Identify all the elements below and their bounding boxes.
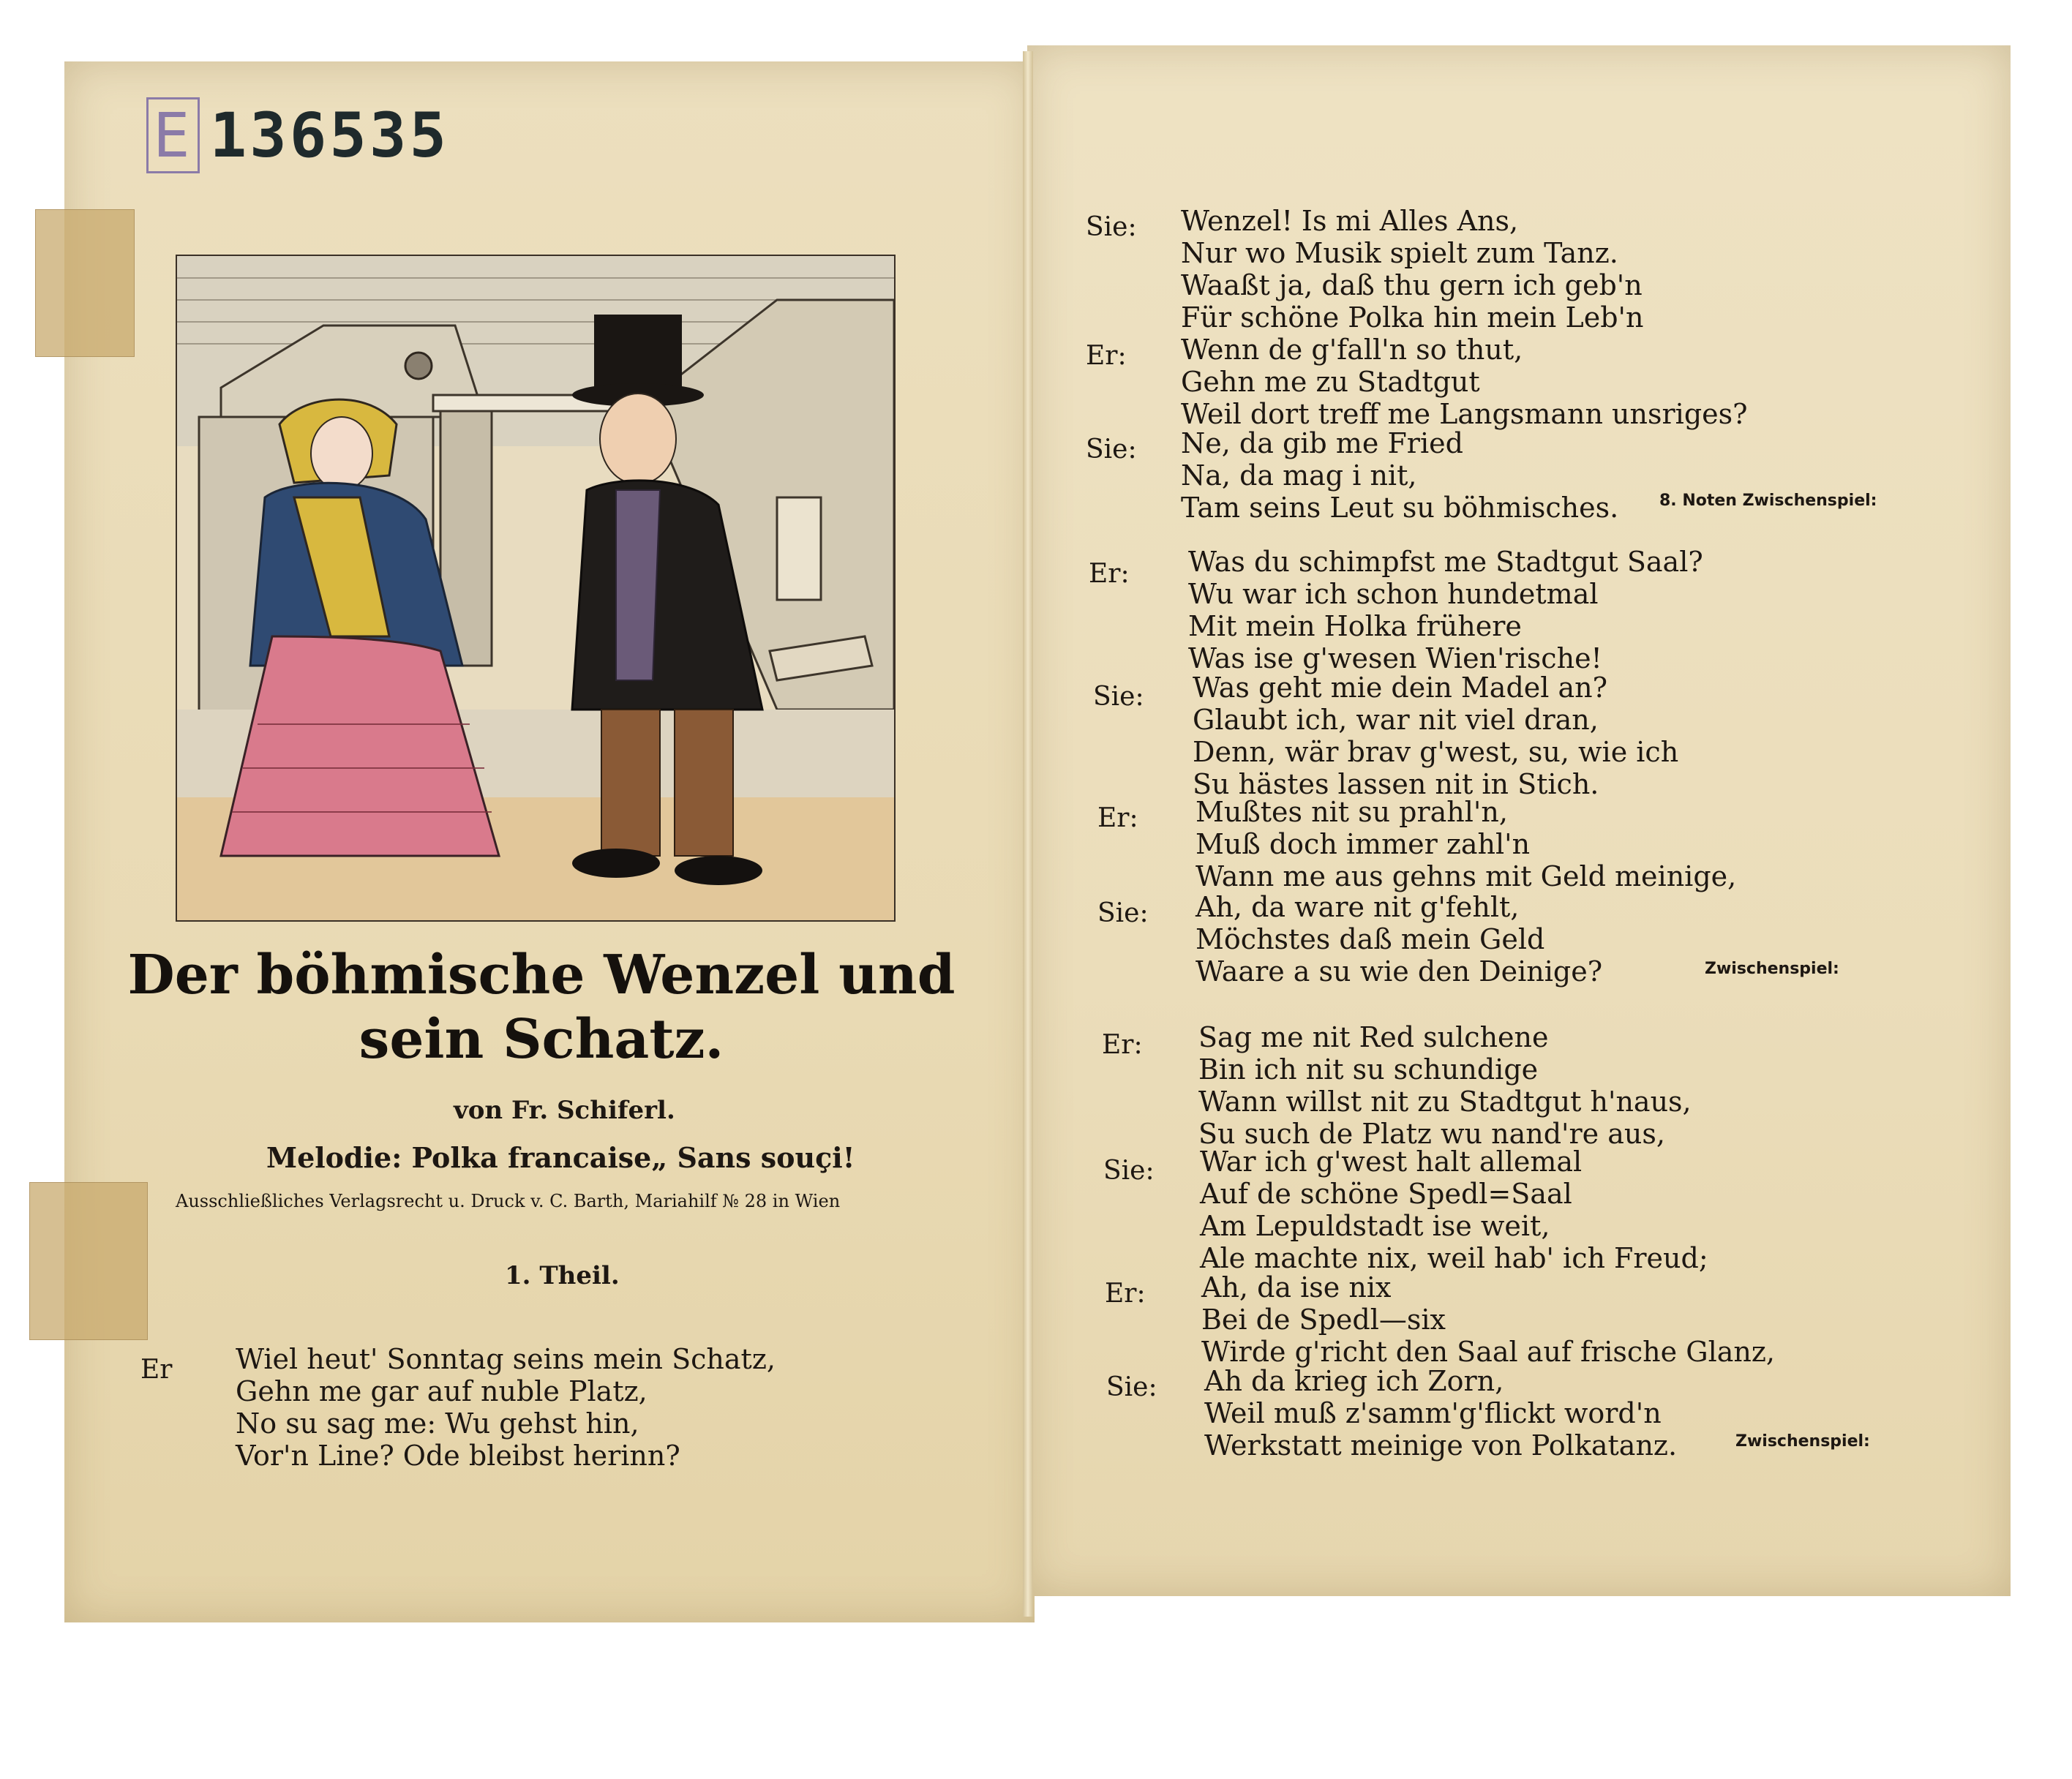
speaker-label: Sie: [1106, 1372, 1157, 1402]
verse-line: Ale machte nix, weil hab' ich Freud; [1200, 1242, 1708, 1274]
speaker-label: Sie: [1086, 435, 1137, 465]
verse-line: Was geht mie dein Madel an? [1193, 672, 1608, 704]
stamp-number: 136535 [209, 99, 450, 171]
illustration [176, 255, 896, 922]
part-heading: 1. Theil. [505, 1261, 620, 1290]
stanza-5 [1193, 672, 1678, 800]
catalog-stamp [146, 99, 449, 171]
tape-strip-top [35, 209, 135, 357]
stanza-4 [1188, 546, 1703, 674]
speaker-label: Sie: [1097, 898, 1149, 928]
verse-line: Vor'n Line? Ode bleibst herinn? [236, 1440, 680, 1472]
verse-line: Muß doch immer zahl'n [1195, 828, 1531, 860]
verse-line: Ah, da ware nit g'fehlt, [1195, 891, 1520, 923]
verse-line: War ich g'west halt allemal [1200, 1146, 1583, 1178]
speaker-label: Er [140, 1355, 173, 1385]
verse-line: Am Lepuldstadt ise weit, [1200, 1210, 1550, 1242]
verse-line: Wann willst nit zu Stadtgut h'naus, [1198, 1086, 1692, 1118]
stanza-7 [1195, 891, 1602, 988]
verse-line: Tam seins Leut su böhmisches. [1181, 492, 1619, 524]
interlude-note: Zwischenspiel: [1705, 960, 1839, 978]
verse-line: Denn, wär brav g'west, su, wie ich [1193, 736, 1679, 768]
verse-line: Möchstes daß mein Geld [1195, 923, 1545, 955]
song-title-line1: Der böhmische Wenzel und [127, 944, 956, 1007]
verse-line: Wirde g'richt den Saal auf frische Glanz, [1201, 1336, 1775, 1368]
speaker-label: Sie: [1086, 212, 1137, 242]
speaker-label: Er: [1097, 803, 1138, 833]
speaker-label: Er: [1089, 559, 1130, 589]
verse-line: Glaubt ich, war nit viel dran, [1193, 704, 1599, 736]
verse-line: Wann me aus gehns mit Geld meinige, [1195, 860, 1737, 892]
verse-line: Was ise g'wesen Wien'rische! [1188, 642, 1602, 674]
melody-line: Melodie: Polka francaise„ Sans souçi! [266, 1141, 855, 1174]
stamp-letter: E [146, 97, 200, 173]
verse-line: Ne, da gib me Fried [1181, 427, 1463, 459]
verse-line: Na, da mag i nit, [1181, 459, 1417, 492]
stanza-2 [1181, 334, 1748, 430]
stanza-11 [1204, 1365, 1677, 1462]
verse-line: Waaßt ja, daß thu gern ich geb'n [1181, 269, 1643, 301]
stanza-10 [1201, 1271, 1775, 1368]
verse-line: Wiel heut' Sonntag seins mein Schatz, [236, 1343, 776, 1375]
verse-line: Nur wo Musik spielt zum Tanz. [1181, 237, 1618, 269]
verse-line: Gehn me gar auf nuble Platz, [236, 1375, 648, 1407]
verse-line: Wu war ich schon hundetmal [1188, 578, 1599, 610]
book-spine [1023, 51, 1033, 1617]
speaker-label: Er: [1105, 1279, 1146, 1309]
verse-line: Bei de Spedl—six [1201, 1304, 1446, 1336]
stanza-left [236, 1343, 776, 1472]
verse-line: Wenn de g'fall'n so thut, [1181, 334, 1523, 366]
verse-line: Was du schimpfst me Stadtgut Saal? [1188, 546, 1703, 578]
verse-line: Sag me nit Red sulchene [1198, 1021, 1549, 1053]
verse-line: Weil dort treff me Langsmann unsriges? [1181, 398, 1748, 430]
speaker-label: Sie: [1093, 682, 1144, 712]
publisher-line: Ausschließliches Verlagsrecht u. Druck v. C. Barth, Mariahilf № 28 in Wien [176, 1191, 841, 1211]
verse-line: Su such de Platz wu nand're aus, [1198, 1118, 1665, 1150]
author-line: von Fr. Schiferl. [454, 1096, 675, 1125]
song-title-line2: sein Schatz. [359, 1008, 724, 1071]
verse-line: Für schöne Polka hin mein Leb'n [1181, 301, 1644, 334]
interlude-note: Zwischenspiel: [1735, 1432, 1870, 1451]
interlude-note: 8. Noten Zwischenspiel: [1659, 492, 1877, 510]
tape-strip-bottom [29, 1182, 148, 1340]
verse-line: Wenzel! Is mi Alles Ans, [1181, 205, 1519, 237]
verse-line: Ah, da ise nix [1201, 1271, 1392, 1304]
verse-line: Waare a su wie den Deinige? [1195, 955, 1603, 988]
verse-line: Bin ich nit su schundige [1198, 1053, 1539, 1086]
verse-line: Gehn me zu Stadtgut [1181, 366, 1480, 398]
verse-line: Ah da krieg ich Zorn, [1204, 1365, 1504, 1397]
stanza-8 [1198, 1021, 1692, 1150]
verse-line: Mußtes nit su prahl'n, [1195, 796, 1508, 828]
verse-line: No su sag me: Wu gehst hin, [236, 1407, 639, 1440]
stanza-6 [1195, 796, 1736, 892]
speaker-label: Er: [1102, 1030, 1143, 1060]
verse-line: Weil muß z'samm'g'flickt word'n [1204, 1397, 1662, 1429]
verse-line: Werkstatt meinige von Polkatanz. [1204, 1429, 1678, 1462]
stanza-9 [1200, 1146, 1708, 1274]
verse-line: Su hästes lassen nit in Stich. [1193, 768, 1599, 800]
stanza-1 [1181, 205, 1643, 334]
verse-line: Auf de schöne Spedl=Saal [1200, 1178, 1572, 1210]
stanza-3 [1181, 427, 1618, 524]
verse-line: Mit mein Holka frühere [1188, 610, 1522, 642]
speaker-label: Sie: [1103, 1156, 1155, 1186]
speaker-label: Er: [1086, 341, 1127, 371]
